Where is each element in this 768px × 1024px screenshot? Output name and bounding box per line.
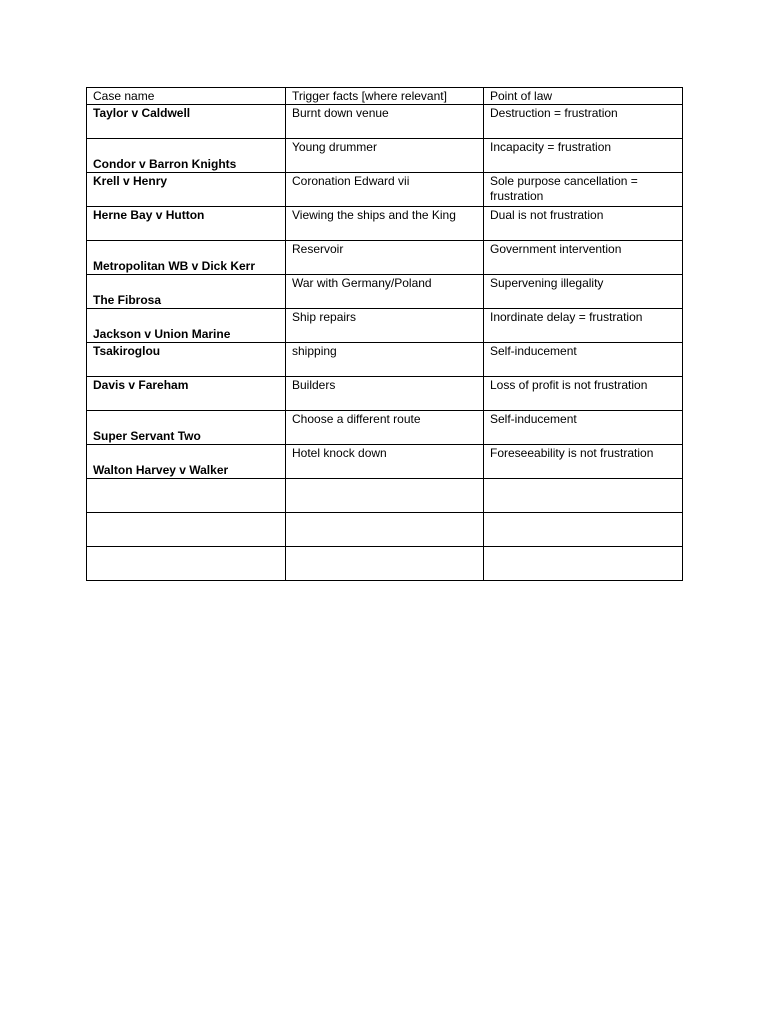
- table-row-empty: [87, 513, 683, 547]
- header-case-name: Case name: [87, 88, 286, 105]
- trigger-facts-cell: [286, 513, 484, 547]
- case-name-cell: [87, 173, 286, 207]
- trigger-facts: Reservoir: [292, 242, 344, 256]
- case-name-cell: [87, 309, 286, 343]
- case-name-cell: [87, 207, 286, 241]
- table-row: [87, 309, 683, 343]
- point-of-law-cell: [484, 547, 683, 581]
- case-name: Davis v Fareham: [93, 378, 189, 392]
- point-of-law-cell: [484, 207, 683, 241]
- point-of-law-cell: [484, 173, 683, 207]
- case-name: The Fibrosa: [93, 293, 162, 307]
- case-name-cell: [87, 343, 286, 377]
- point-of-law: Supervening illegality: [490, 276, 604, 290]
- case-name: Taylor v Caldwell: [93, 106, 191, 120]
- case-name-cell: [87, 105, 286, 139]
- point-of-law-cell: [484, 241, 683, 275]
- trigger-facts-cell: [286, 139, 484, 173]
- trigger-facts-cell: [286, 411, 484, 445]
- table-row: [87, 105, 683, 139]
- point-of-law: Incapacity = frustration: [490, 140, 612, 154]
- case-name: Condor v Barron Knights: [93, 157, 237, 171]
- trigger-facts-cell: [286, 445, 484, 479]
- table-row-empty: [87, 479, 683, 513]
- trigger-facts-cell: [286, 275, 484, 309]
- trigger-facts: Viewing the ships and the King: [292, 208, 456, 222]
- trigger-facts: Builders: [292, 378, 336, 392]
- point-of-law: Self-inducement: [490, 412, 577, 426]
- trigger-facts-cell: [286, 207, 484, 241]
- trigger-facts-cell: [286, 547, 484, 581]
- point-of-law-cell: [484, 513, 683, 547]
- point-of-law: Destruction = frustration: [490, 106, 618, 120]
- case-name: Metropolitan WB v Dick Kerr: [93, 259, 256, 273]
- trigger-facts: Ship repairs: [292, 310, 357, 324]
- trigger-facts-cell: [286, 173, 484, 207]
- trigger-facts: Choose a different route: [292, 412, 421, 426]
- table-row-empty: [87, 547, 683, 581]
- trigger-facts-cell: [286, 479, 484, 513]
- point-of-law: Foreseeability is not frustration: [490, 446, 654, 460]
- table-row: [87, 139, 683, 173]
- point-of-law-cell: [484, 411, 683, 445]
- case-name: Jackson v Union Marine: [93, 327, 231, 341]
- case-name-cell: [87, 445, 286, 479]
- case-name-cell: [87, 479, 286, 513]
- point-of-law: Government intervention: [490, 242, 622, 256]
- table-row: [87, 241, 683, 275]
- trigger-facts-cell: [286, 377, 484, 411]
- case-name: Tsakiroglou: [93, 344, 161, 358]
- point-of-law: Self-inducement: [490, 344, 577, 358]
- point-of-law-cell: [484, 479, 683, 513]
- point-of-law: Sole purpose cancellation = frustration: [490, 174, 638, 203]
- table-row: [87, 377, 683, 411]
- point-of-law-cell: [484, 105, 683, 139]
- header-point-of-law: Point of law: [484, 88, 683, 105]
- point-of-law-cell: [484, 343, 683, 377]
- table-row: [87, 207, 683, 241]
- table-row: [87, 343, 683, 377]
- table-row: [87, 411, 683, 445]
- table-header-row: [87, 88, 683, 105]
- case-name: Walton Harvey v Walker: [93, 463, 229, 477]
- point-of-law: Inordinate delay = frustration: [490, 310, 643, 324]
- case-name: Herne Bay v Hutton: [93, 208, 205, 222]
- table-row: [87, 173, 683, 207]
- case-name-cell: [87, 275, 286, 309]
- point-of-law-cell: [484, 377, 683, 411]
- case-name: Krell v Henry: [93, 174, 168, 188]
- point-of-law-cell: [484, 139, 683, 173]
- case-name-cell: [87, 377, 286, 411]
- case-name-cell: [87, 411, 286, 445]
- table-row: [87, 445, 683, 479]
- trigger-facts: War with Germany/Poland: [292, 276, 432, 290]
- frustration-cases-table: [86, 87, 683, 581]
- trigger-facts: Hotel knock down: [292, 446, 387, 460]
- header-trigger-facts: Trigger facts [where relevant]: [286, 88, 484, 105]
- point-of-law-cell: [484, 275, 683, 309]
- point-of-law: Loss of profit is not frustration: [490, 378, 648, 392]
- point-of-law-cell: [484, 445, 683, 479]
- case-name-cell: [87, 241, 286, 275]
- table-row: [87, 275, 683, 309]
- case-name-cell: [87, 513, 286, 547]
- point-of-law-cell: [484, 309, 683, 343]
- trigger-facts: Burnt down venue: [292, 106, 389, 120]
- trigger-facts-cell: [286, 343, 484, 377]
- trigger-facts-cell: [286, 309, 484, 343]
- case-name: Super Servant Two: [93, 429, 201, 443]
- case-name-cell: [87, 139, 286, 173]
- case-name-cell: [87, 547, 286, 581]
- trigger-facts-cell: [286, 241, 484, 275]
- point-of-law: Dual is not frustration: [490, 208, 604, 222]
- trigger-facts: Young drummer: [292, 140, 377, 154]
- trigger-facts-cell: [286, 105, 484, 139]
- trigger-facts: Coronation Edward vii: [292, 174, 410, 188]
- trigger-facts: shipping: [292, 344, 337, 358]
